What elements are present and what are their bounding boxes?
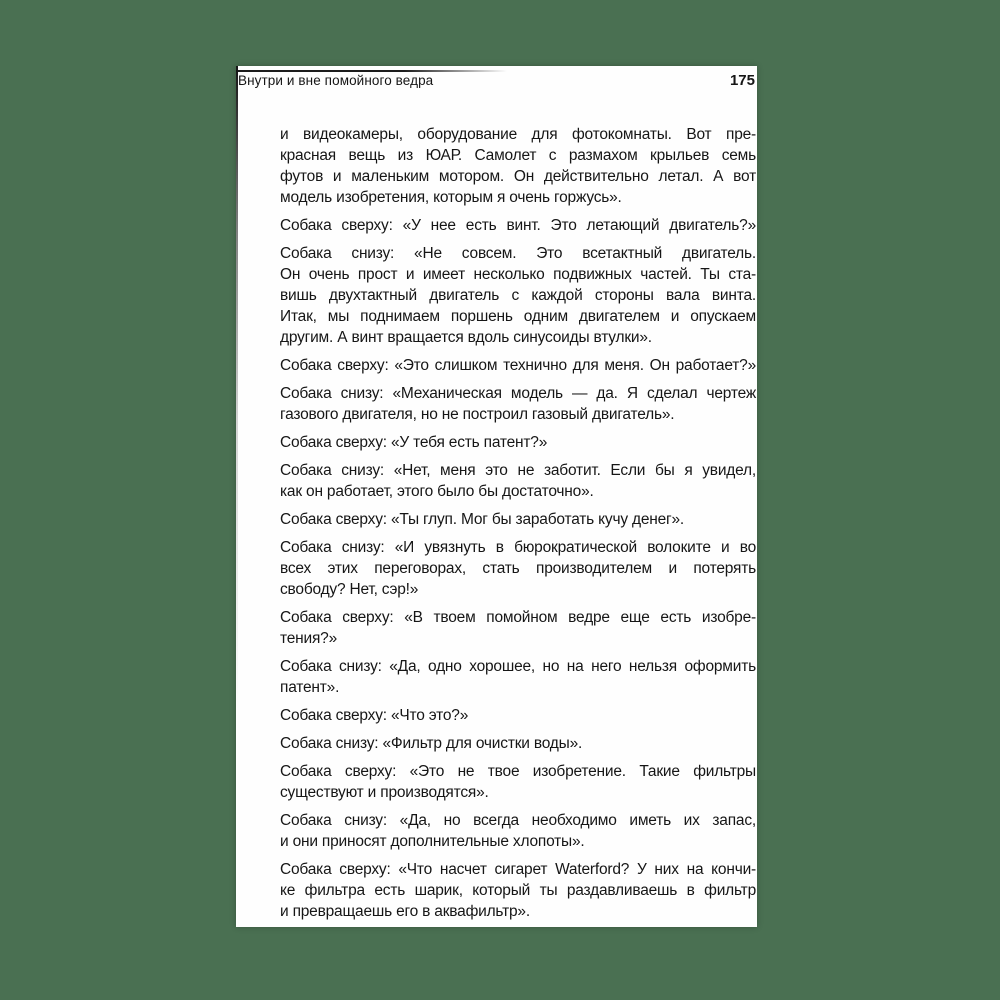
text-line: тения?» bbox=[280, 630, 337, 647]
paragraph bbox=[280, 705, 756, 726]
text-line: футов и маленьким мотором. Он действительно летал. А вот bbox=[280, 168, 756, 185]
paragraph bbox=[280, 355, 756, 376]
text-line: Собака сверху: «У тебя есть патент?» bbox=[280, 434, 548, 451]
text-line: Собака снизу: «Не совсем. Это всетактный двигатель. bbox=[280, 245, 756, 262]
text-line: Собака сверху: «Ты глуп. Мог бы заработать кучу денег». bbox=[280, 511, 685, 528]
text-line: всех этих переговорах, стать производителем и потерять bbox=[280, 560, 756, 577]
text-line: газового двигателя, но не построил газовый двигатель». bbox=[280, 406, 675, 423]
text-line: другим. А винт вращается вдоль синусоиды втулки». bbox=[280, 329, 652, 346]
text-line: Собака сверху: «Что насчет сигарет Waterford? У них на кончи- bbox=[280, 861, 756, 878]
text-line: Собака снизу: «И увязнуть в бюрократической волоките и во bbox=[280, 539, 756, 556]
text-line: и они приносят дополнительные хлопоты». bbox=[280, 833, 585, 850]
page-number: 175 bbox=[729, 72, 755, 89]
text-line: ке фильтра есть шарик, который ты раздавливаешь в фильтр bbox=[280, 882, 756, 899]
page-edge-shadow-left bbox=[236, 66, 238, 712]
paragraph bbox=[280, 537, 756, 600]
paragraph bbox=[280, 243, 756, 348]
paragraph bbox=[280, 810, 756, 852]
text-line: Собака снизу: «Да, одно хорошее, но на него нельзя оформить bbox=[280, 658, 756, 675]
text-line: Собака сверху: «В твоем помойном ведре еще есть изобре- bbox=[280, 609, 756, 626]
paragraph bbox=[280, 859, 756, 922]
text-line: Собака сверху: «У нее есть винт. Это летающий двигатель?» bbox=[280, 217, 756, 234]
text-line: патент». bbox=[280, 679, 340, 696]
book-page bbox=[236, 66, 757, 927]
text-line: и превращаешь его в аквафильтр». bbox=[280, 903, 530, 920]
paragraph bbox=[280, 733, 756, 754]
page-header bbox=[238, 72, 755, 89]
text-line: существуют и производятся». bbox=[280, 784, 489, 801]
paragraph bbox=[280, 215, 756, 236]
text-line: как он работает, этого было бы достаточно». bbox=[280, 483, 594, 500]
text-line: Собака сверху: «Это слишком технично для меня. Он работает?» bbox=[280, 357, 756, 374]
paragraph bbox=[280, 607, 756, 649]
paragraph bbox=[280, 460, 756, 502]
paragraph bbox=[280, 432, 756, 453]
paragraph bbox=[280, 383, 756, 425]
text-line: свободу? Нет, сэр!» bbox=[280, 581, 419, 598]
text-line: Он очень прост и имеет несколько подвижных частей. Ты ста- bbox=[280, 266, 756, 283]
text-line: и видеокамеры, оборудование для фотокомнаты. Вот пре- bbox=[280, 126, 756, 143]
text-line: Собака снизу: «Механическая модель — да. Я сделал чертеж bbox=[280, 385, 756, 402]
text-line: вишь двухтактный двигатель с каждой стороны вала винта. bbox=[280, 287, 756, 304]
text-line: модель изобретения, которым я очень горжусь». bbox=[280, 189, 622, 206]
paragraph bbox=[280, 124, 756, 208]
text-line: Собака снизу: «Фильтр для очистки воды». bbox=[280, 735, 583, 752]
paragraph bbox=[280, 761, 756, 803]
paragraph bbox=[280, 509, 756, 530]
body-text bbox=[280, 124, 756, 922]
running-title: Внутри и вне помойного ведра bbox=[238, 73, 434, 88]
paragraph bbox=[280, 656, 756, 698]
text-line: Собака сверху: «Что это?» bbox=[280, 707, 469, 724]
text-line: Итак, мы поднимаем поршень одним двигателем и опускаем bbox=[280, 308, 756, 325]
text-line: Собака сверху: «Это не твое изобретение. Такие фильтры bbox=[280, 763, 756, 780]
text-line: Собака снизу: «Да, но всегда необходимо иметь их запас, bbox=[280, 812, 756, 829]
text-line: красная вещь из ЮАР. Самолет с размахом крыльев семь bbox=[280, 147, 756, 164]
text-line: Собака снизу: «Нет, меня это не заботит. Если бы я увидел, bbox=[280, 462, 756, 479]
